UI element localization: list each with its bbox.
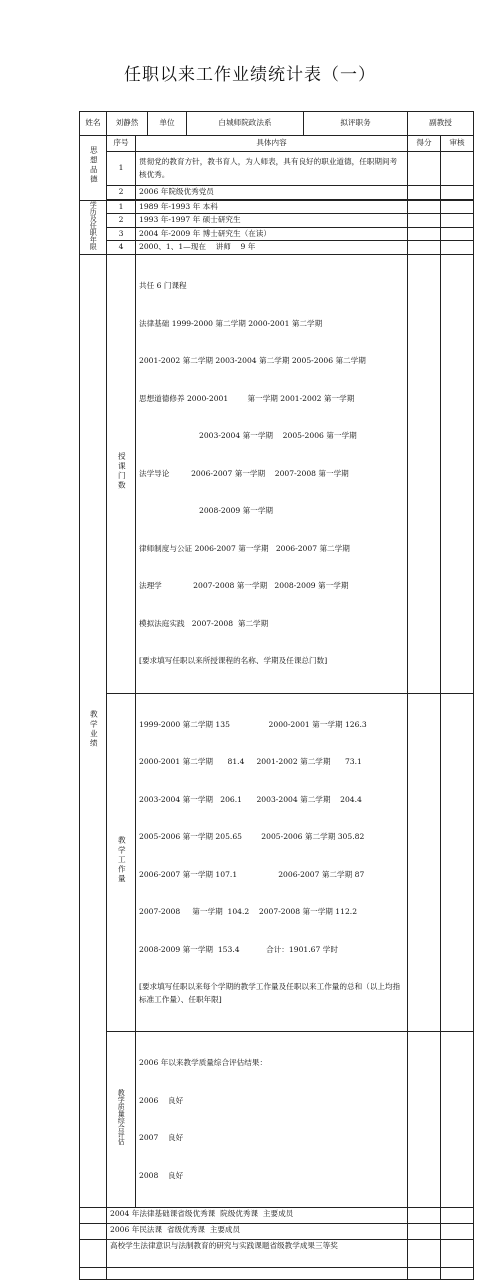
courses-line: 律师制度与公证 2006-2007 第一学期 2006-2007 第二学期 xyxy=(139,543,350,553)
courses-note: [要求填写任职以来所授课程的名称、学期及任课总门数] xyxy=(139,656,328,665)
review-cell xyxy=(441,1224,474,1240)
review-cell xyxy=(441,186,474,200)
seq-cell: 1 xyxy=(107,152,136,186)
education-text: 1989 年-1993 年 本科 xyxy=(136,200,408,214)
workload-content xyxy=(136,693,408,1032)
review-cell xyxy=(441,152,474,186)
seq-cell: 2 xyxy=(107,186,136,200)
seq-cell: 3 xyxy=(107,227,136,241)
courses-line: 模拟法庭实践 2007-2008 第二学期 xyxy=(139,618,269,628)
review-cell xyxy=(441,1268,474,1280)
name-label: 姓名 xyxy=(80,112,107,136)
score-cell xyxy=(408,200,441,214)
section-education: 学历及任职年限 xyxy=(80,200,107,255)
workload-line: 2000-2001 第二学期 81.4 2001-2002 第二学期 73.1 xyxy=(139,757,362,766)
section-workload: 教学工作量 xyxy=(107,693,136,1032)
unit-label: 单位 xyxy=(148,112,187,136)
section-ideology: 思想品德 xyxy=(80,136,107,201)
courses-line: 2003-2004 第一学期 2005-2006 第一学期 xyxy=(199,431,357,440)
evaluation-content xyxy=(136,1032,408,1208)
evaluation-line: 2008 良好 xyxy=(139,1170,184,1180)
review-cell xyxy=(441,693,474,1032)
workload-line: 1999-2000 第二学期 135 2000-2001 第一学期 126.3 xyxy=(139,719,367,729)
courses-content xyxy=(136,255,408,694)
section-evaluation: 教学质量综合评估 xyxy=(107,1032,136,1208)
education-text: 2004 年-2009 年 博士研究生（在读） xyxy=(136,227,408,241)
courses-line: 2008-2009 第一学期 xyxy=(199,506,274,515)
seq-cell: 2 xyxy=(107,214,136,228)
blank-cell xyxy=(80,1268,107,1280)
evaluation-line: 2006 良好 xyxy=(139,1095,184,1105)
review-cell xyxy=(441,214,474,228)
education-text: 1993 年-1997 年 硕士研究生 xyxy=(136,214,408,228)
courses-line: 法律基础 1999-2000 第二学期 2000-2001 第二学期 xyxy=(139,318,323,328)
position-value: 副教授 xyxy=(408,112,474,136)
review-cell xyxy=(441,1208,474,1224)
extra-row-text: 2006 年民法课 省级优秀课 主要成员 xyxy=(107,1224,408,1240)
score-cell xyxy=(408,186,441,200)
score-cell xyxy=(408,1208,441,1224)
review-cell xyxy=(441,1240,474,1268)
section-teaching: 教学业绩 xyxy=(80,255,107,1208)
ideology-text: 贯彻党的教育方针，教书育人，为人师表，具有良好的职业道德，任职期间考核优秀。 xyxy=(136,152,408,186)
unit-value: 白城师院政法系 xyxy=(187,112,304,136)
review-cell xyxy=(441,1032,474,1208)
score-cell xyxy=(408,1240,441,1268)
review-cell xyxy=(441,241,474,255)
col-score: 得分 xyxy=(408,136,441,152)
workload-note: [要求填写任职以来每个学期的教学工作量及任职以来工作量的总和（以上均指标准工作量）、任职年限] xyxy=(139,982,401,1004)
evaluation-line: 2007 良好 xyxy=(139,1133,184,1142)
workload-line: 2008-2009 第一学期 153.4 合计：1901.67 学时 xyxy=(139,944,338,954)
score-cell xyxy=(408,1032,441,1208)
ideology-text: 2006 年院级优秀党员 xyxy=(136,186,408,200)
courses-line: 共任 6 门课程 xyxy=(139,281,187,290)
score-cell xyxy=(408,1224,441,1240)
review-cell xyxy=(441,200,474,214)
col-review: 审核 xyxy=(441,136,474,152)
seq-cell: 1 xyxy=(107,200,136,214)
section-courses: 授课门数 xyxy=(107,255,136,694)
extra-row-text: 2004 年法律基础课省级优秀课 院级优秀课 主要成员 xyxy=(107,1208,408,1224)
review-cell xyxy=(441,255,474,694)
education-text: 2000、1、1—现在 讲师 9 年 xyxy=(136,241,408,255)
blank-cell xyxy=(107,1268,408,1280)
score-cell xyxy=(408,693,441,1032)
evaluation-line: 2006 年以来教学质量综合评估结果： xyxy=(139,1058,268,1067)
blank-cell xyxy=(80,1208,107,1224)
score-cell xyxy=(408,1268,441,1280)
courses-line: 法学导论 2006-2007 第一学期 2007-2008 第一学期 xyxy=(139,468,349,478)
blank-cell xyxy=(80,1240,107,1268)
blank-cell xyxy=(80,1224,107,1240)
seq-cell: 4 xyxy=(107,241,136,255)
score-cell xyxy=(408,227,441,241)
name-value: 刘静然 xyxy=(107,112,148,136)
workload-line: 2006-2007 第一学期 107.1 2006-2007 第二学期 87 xyxy=(139,869,365,879)
performance-table xyxy=(79,111,474,1280)
score-cell xyxy=(408,255,441,694)
review-cell xyxy=(441,227,474,241)
col-content: 具体内容 xyxy=(136,136,408,152)
courses-line: 思想道德修养 2000-2001 第一学期 2001-2002 第一学期 xyxy=(139,393,355,403)
extra-row-text: 高校学生法律意识与法制教育的研究与实践课题省级教学成果三等奖 xyxy=(107,1240,408,1268)
score-cell xyxy=(408,214,441,228)
courses-line: 法理学 2007-2008 第一学期 2008-2009 第一学期 xyxy=(139,581,349,590)
score-cell xyxy=(408,152,441,186)
workload-line: 2007-2008 第一学期 104.2 2007-2008 第一学期 112.2 xyxy=(139,907,358,916)
page-title: 任职以来工作业绩统计表（一） xyxy=(124,65,376,85)
workload-line: 2005-2006 第一学期 205.65 2005-2006 第二学期 305.82 xyxy=(139,832,365,841)
position-label: 拟评职务 xyxy=(304,112,408,136)
courses-line: 2001-2002 第二学期 2003-2004 第二学期 2005-2006 第二学期 xyxy=(139,356,366,365)
score-cell xyxy=(408,241,441,255)
col-seq: 序号 xyxy=(107,136,136,152)
workload-line: 2003-2004 第一学期 206.1 2003-2004 第二学期 204.4 xyxy=(139,794,362,804)
